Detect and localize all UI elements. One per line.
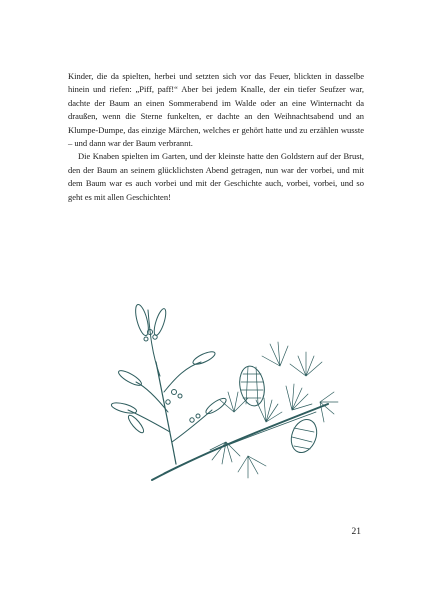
paragraph-2: Die Knaben spielten im Garten, und der kleinste hatte den Goldstern auf der Brust, den der Baum an seinem glücklichsten Abend getragen, nun war der vorbei, und mit dem Baum war es auch vorbei und mit der Geschichte auch, vorbei, vorbei, und so geht es mit allen Geschichten! <box>68 151 364 202</box>
mistletoe-and-pine-branch-illustration <box>106 292 342 500</box>
body-text <box>68 70 364 204</box>
page-number: 21 <box>351 527 361 537</box>
paragraph-1: Kinder, die da spielten, herbei und setzten sich vor das Feuer, blickten in dasselbe hinein und riefen: „Piff, paff!“ Aber bei jedem Knalle, der ein tiefer Seufzer war, dachte der Baum an einen Sommerabend im Walde oder an eine Winternacht da draußen, wenn die Sterne funkelten, er dachte an den Weihnachtsabend und an Klumpe-Dumpe, das einzige Märchen, welches er gehört hatte und zu erzählen wusste – und dann war der Baum verbrannt. <box>68 71 364 149</box>
